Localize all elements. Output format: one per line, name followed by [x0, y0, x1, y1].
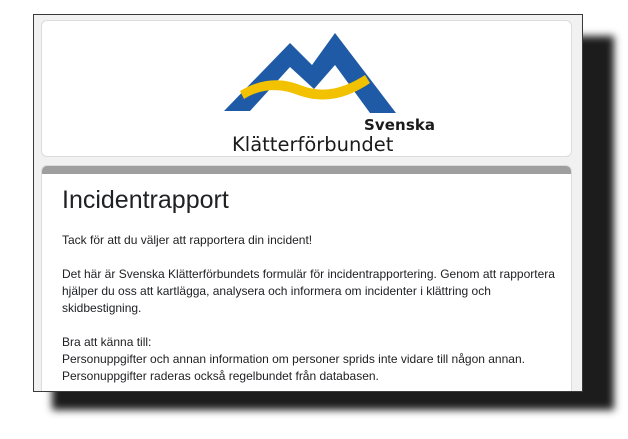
good-to-know-line1: Personuppgifter och annan information om personer sprids inte vidare till någon annan.: [62, 352, 525, 366]
good-to-know-line2: Personuppgifter raderas också regelbundet från databasen.: [62, 369, 379, 383]
good-to-know-heading: Bra att känna till:: [62, 335, 152, 349]
form-intro-card: [41, 165, 572, 392]
header-banner: [41, 20, 572, 157]
intro-text: Tack för att du väljer att rapportera din incident!: [62, 233, 313, 247]
logo-name-line1: Svenska: [364, 116, 436, 134]
form-title: Incidentrapport: [62, 186, 229, 214]
card-accent-bar: [42, 166, 571, 174]
logo-name-line2: Klätterförbundet: [232, 133, 394, 156]
form-window: [33, 14, 583, 392]
mountain-logo-icon: [220, 29, 400, 121]
description-text: Det här är Svenska Klätterförbundets formulär för incidentrapportering. Genom att rapportera hjälper du oss att kartlägga, analysera och informera om incidenter i klättring och skidbestigning.: [62, 267, 555, 315]
form-description: [62, 232, 557, 385]
